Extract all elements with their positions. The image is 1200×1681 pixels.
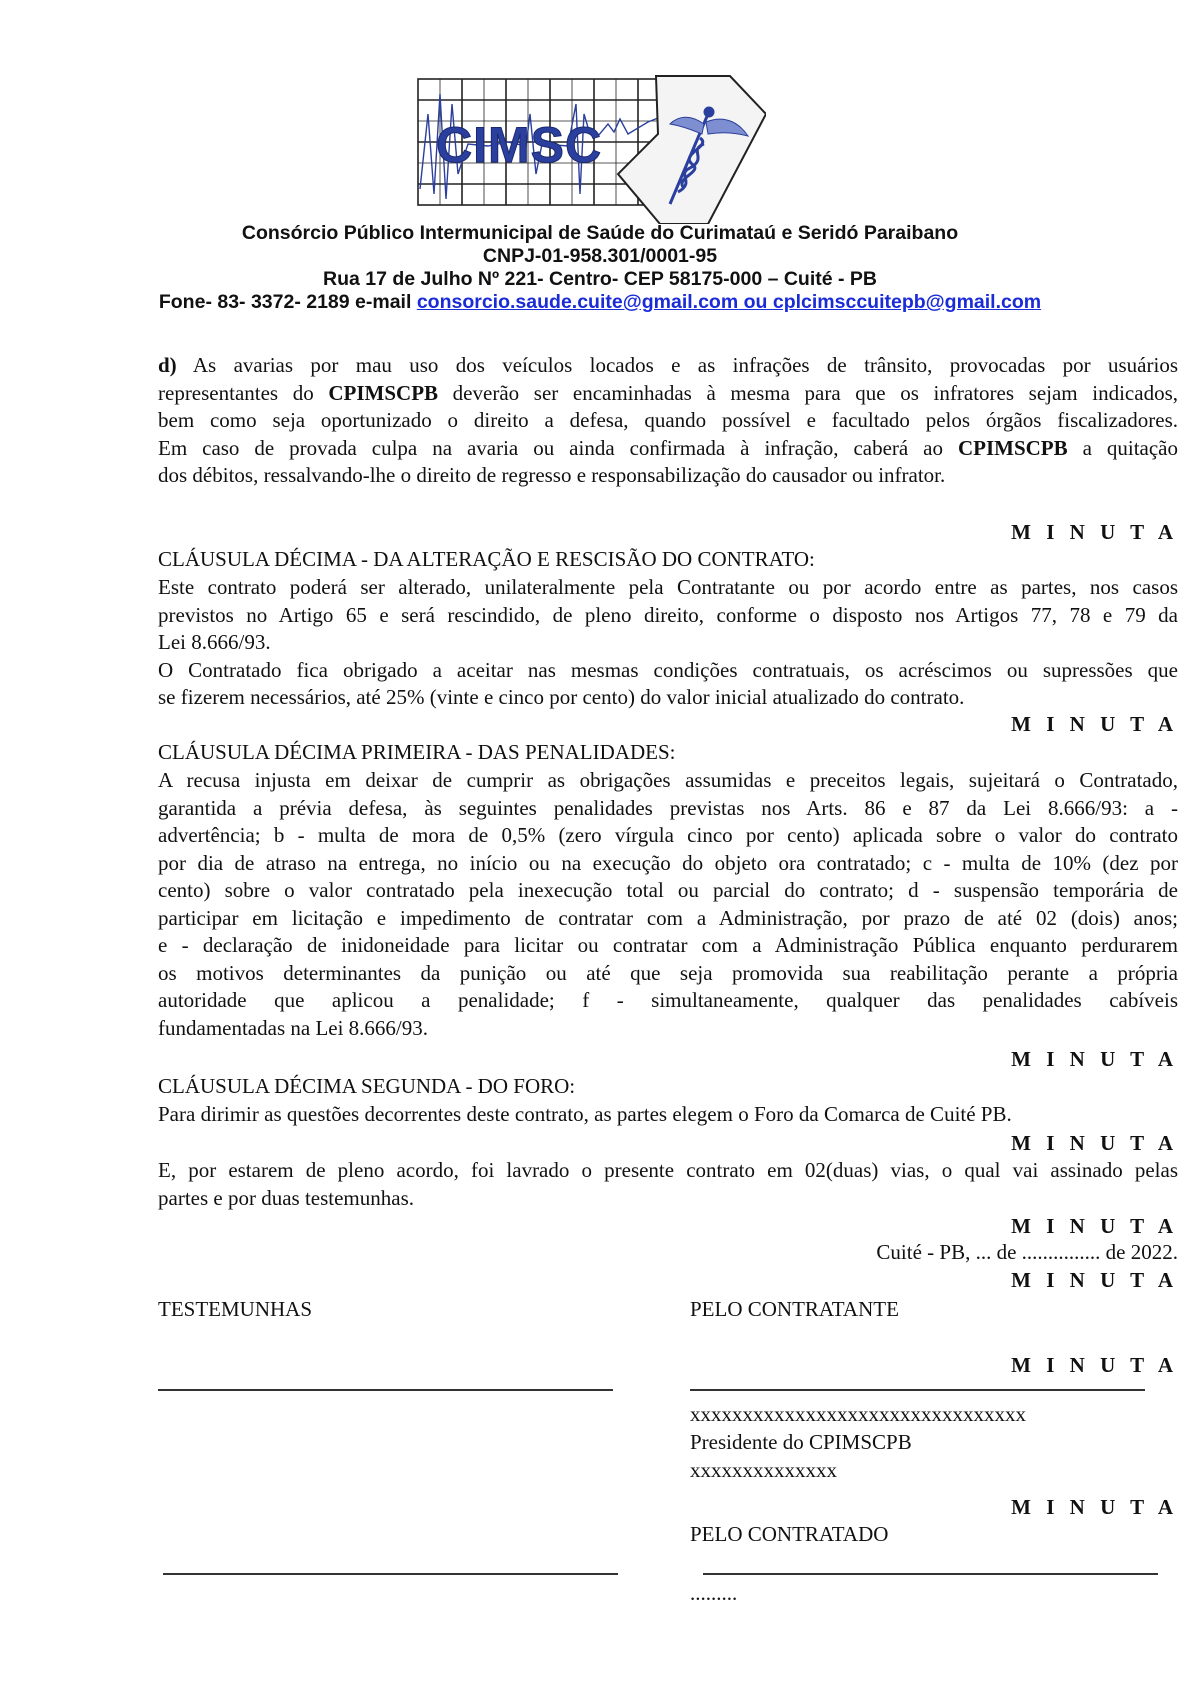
contractor-signature-line (690, 1389, 1145, 1391)
email-separator: ou (738, 291, 773, 313)
minuta-watermark: M I N U T A (1011, 1131, 1178, 1155)
text-line: representantes do CPIMSCPB deverão ser encaminhadas à mesma para que os infratores sejam indicados, (158, 380, 1178, 405)
witnesses-label: TESTEMUNHAS (158, 1297, 313, 1321)
clause-12-body (158, 1101, 1178, 1129)
text-line: garantida a prévia defesa, às seguintes penalidades previstas nos Arts. 86 e 87 da Lei 8.666/93: a - (158, 795, 1178, 820)
witness-2-signature-line (163, 1573, 618, 1575)
contractor-id: xxxxxxxxxxxxxx (690, 1458, 837, 1482)
text-line: Lei 8.666/93. (158, 630, 271, 654)
contracted-name: ......... (690, 1581, 738, 1605)
contracted-label: PELO CONTRATADO (690, 1522, 889, 1546)
phone: Fone- 83- 3372- 2189 e-mail (158, 291, 417, 313)
text-line: partes e por duas testemunhas. (158, 1185, 415, 1210)
text-line: E, por estarem de pleno acordo, foi lavrado o presente contrato em 02(duas) vias, o qual vai assinado pelas (158, 1158, 1178, 1182)
clause-10-body (158, 574, 1178, 712)
text-line: por dia de atraso na entrega, no início ou na execução do objeto ora contratado; c - multa de 10% (dez por (158, 850, 1178, 875)
text-line: Para dirimir as questões decorrentes deste contrato, as partes elegem o Foro da Comarca de Cuité PB. (158, 1102, 1012, 1126)
letterhead (150, 222, 1050, 314)
email-link-2[interactable]: cplcimsccuitepb@gmail.com (772, 291, 1042, 313)
clause-10-heading: CLÁUSULA DÉCIMA - DA ALTERAÇÃO E RESCISÃO DO CONTRATO: (158, 547, 815, 571)
minuta-watermark: M I N U T A (1011, 520, 1178, 544)
text-line: Em caso de provada culpa na avaria ou ainda confirmada à infração, caberá ao CPIMSCPB a quitação (158, 435, 1178, 460)
org-name: Consórcio Público Intermunicipal de Saúde do Curimataú e Seridó Paraibano (241, 222, 959, 244)
text-line: cento) sobre o valor contratado pela inexecução total ou parcial do contrato; d - suspensão temporária de (158, 878, 1178, 902)
text-line: previstos no Artigo 65 e será rescindido, de pleno direito, conforme o disposto nos Artigos 77, 78 e 79 da (158, 602, 1178, 627)
minuta-watermark: M I N U T A (1011, 712, 1178, 736)
logo-graphic (408, 74, 766, 224)
text-line: os motivos determinantes da punição ou até que seja promovida sua reabilitação perante a própria (158, 960, 1178, 985)
minuta-watermark: M I N U T A (1011, 1214, 1178, 1238)
text-line: O Contratado fica obrigado a aceitar nas mesmas condições contratuais, os acréscimos ou supressões que (158, 657, 1178, 682)
minuta-watermark: M I N U T A (1011, 1047, 1178, 1071)
text-line: fundamentadas na Lei 8.666/93. (158, 1015, 429, 1040)
logo-text: CIMSC (436, 117, 603, 173)
minuta-watermark: M I N U T A (1011, 1268, 1178, 1292)
witness-1-signature-line (158, 1389, 613, 1391)
cnpj: CNPJ-01-958.301/0001-95 (482, 245, 718, 267)
place-date: Cuité - PB, ... de ............... de 2022. (876, 1240, 1178, 1264)
clause-d-label: d) (158, 353, 177, 377)
contact-line (150, 291, 1050, 314)
contractor-label: PELO CONTRATANTE (690, 1297, 899, 1321)
text-line: e - declaração de inidoneidade para licitar ou contratar com a Administração Pública enquanto perdurarem (158, 933, 1178, 957)
cimsc-logo (408, 74, 766, 224)
contractor-name: xxxxxxxxxxxxxxxxxxxxxxxxxxxxxxxx (690, 1402, 1026, 1426)
org-acronym: CPIMSCPB (328, 380, 439, 405)
text-line: se fizerem necessários, até 25% (vinte e cinco por cento) do valor inicial atualizado do contrato. (158, 685, 965, 709)
clause-11-heading: CLÁUSULA DÉCIMA PRIMEIRA - DAS PENALIDADES: (158, 740, 676, 764)
address: Rua 17 de Julho Nº 221- Centro- CEP 58175-000 – Cuité - PB (322, 268, 878, 290)
clause-d-paragraph (158, 352, 1178, 490)
contractor-signature-block (690, 1400, 1026, 1484)
contracted-signature-line (703, 1573, 1158, 1575)
org-acronym: CPIMSCPB (957, 435, 1068, 460)
text-line: d) As avarias por mau uso dos veículos locados e as infrações de trânsito, provocadas por usuários (158, 353, 1179, 377)
text-line: dos débitos, ressalvando-lhe o direito de regresso e responsabilização do causador ou infrator. (158, 463, 946, 487)
minuta-watermark: M I N U T A (1011, 1495, 1178, 1519)
closing-paragraph (158, 1157, 1178, 1212)
text-line: A recusa injusta em deixar de cumprir as obrigações assumidas e preceitos legais, sujeitará o Contratado, (158, 768, 1178, 792)
email-link-1[interactable]: consorcio.saude.cuite@gmail.com (416, 291, 739, 313)
text-line: advertência; b - multa de mora de 0,5% (zero vírgula cinco por cento) aplicada sobre o valor do contrato (158, 823, 1178, 847)
contractor-role: Presidente do CPIMSCPB (690, 1430, 912, 1454)
clause-12-heading: CLÁUSULA DÉCIMA SEGUNDA - DO FORO: (158, 1074, 576, 1098)
clause-11-body (158, 767, 1178, 1042)
minuta-watermark: M I N U T A (1011, 1353, 1178, 1377)
text-line: participar em licitação e impedimento de contratar com a Administração, por prazo de até 02 (dois) anos; (158, 905, 1178, 930)
text-line: Este contrato poderá ser alterado, unilateralmente pela Contratante ou por acordo entre as partes, nos casos (158, 575, 1178, 599)
text-line: bem como seja oportunizado o direito a defesa, quando possível e facultado pelos órgãos fiscalizadores. (158, 408, 1178, 432)
text-line: autoridade que aplicou a penalidade; f - simultaneamente, qualquer das penalidades cabíveis (158, 988, 1178, 1012)
